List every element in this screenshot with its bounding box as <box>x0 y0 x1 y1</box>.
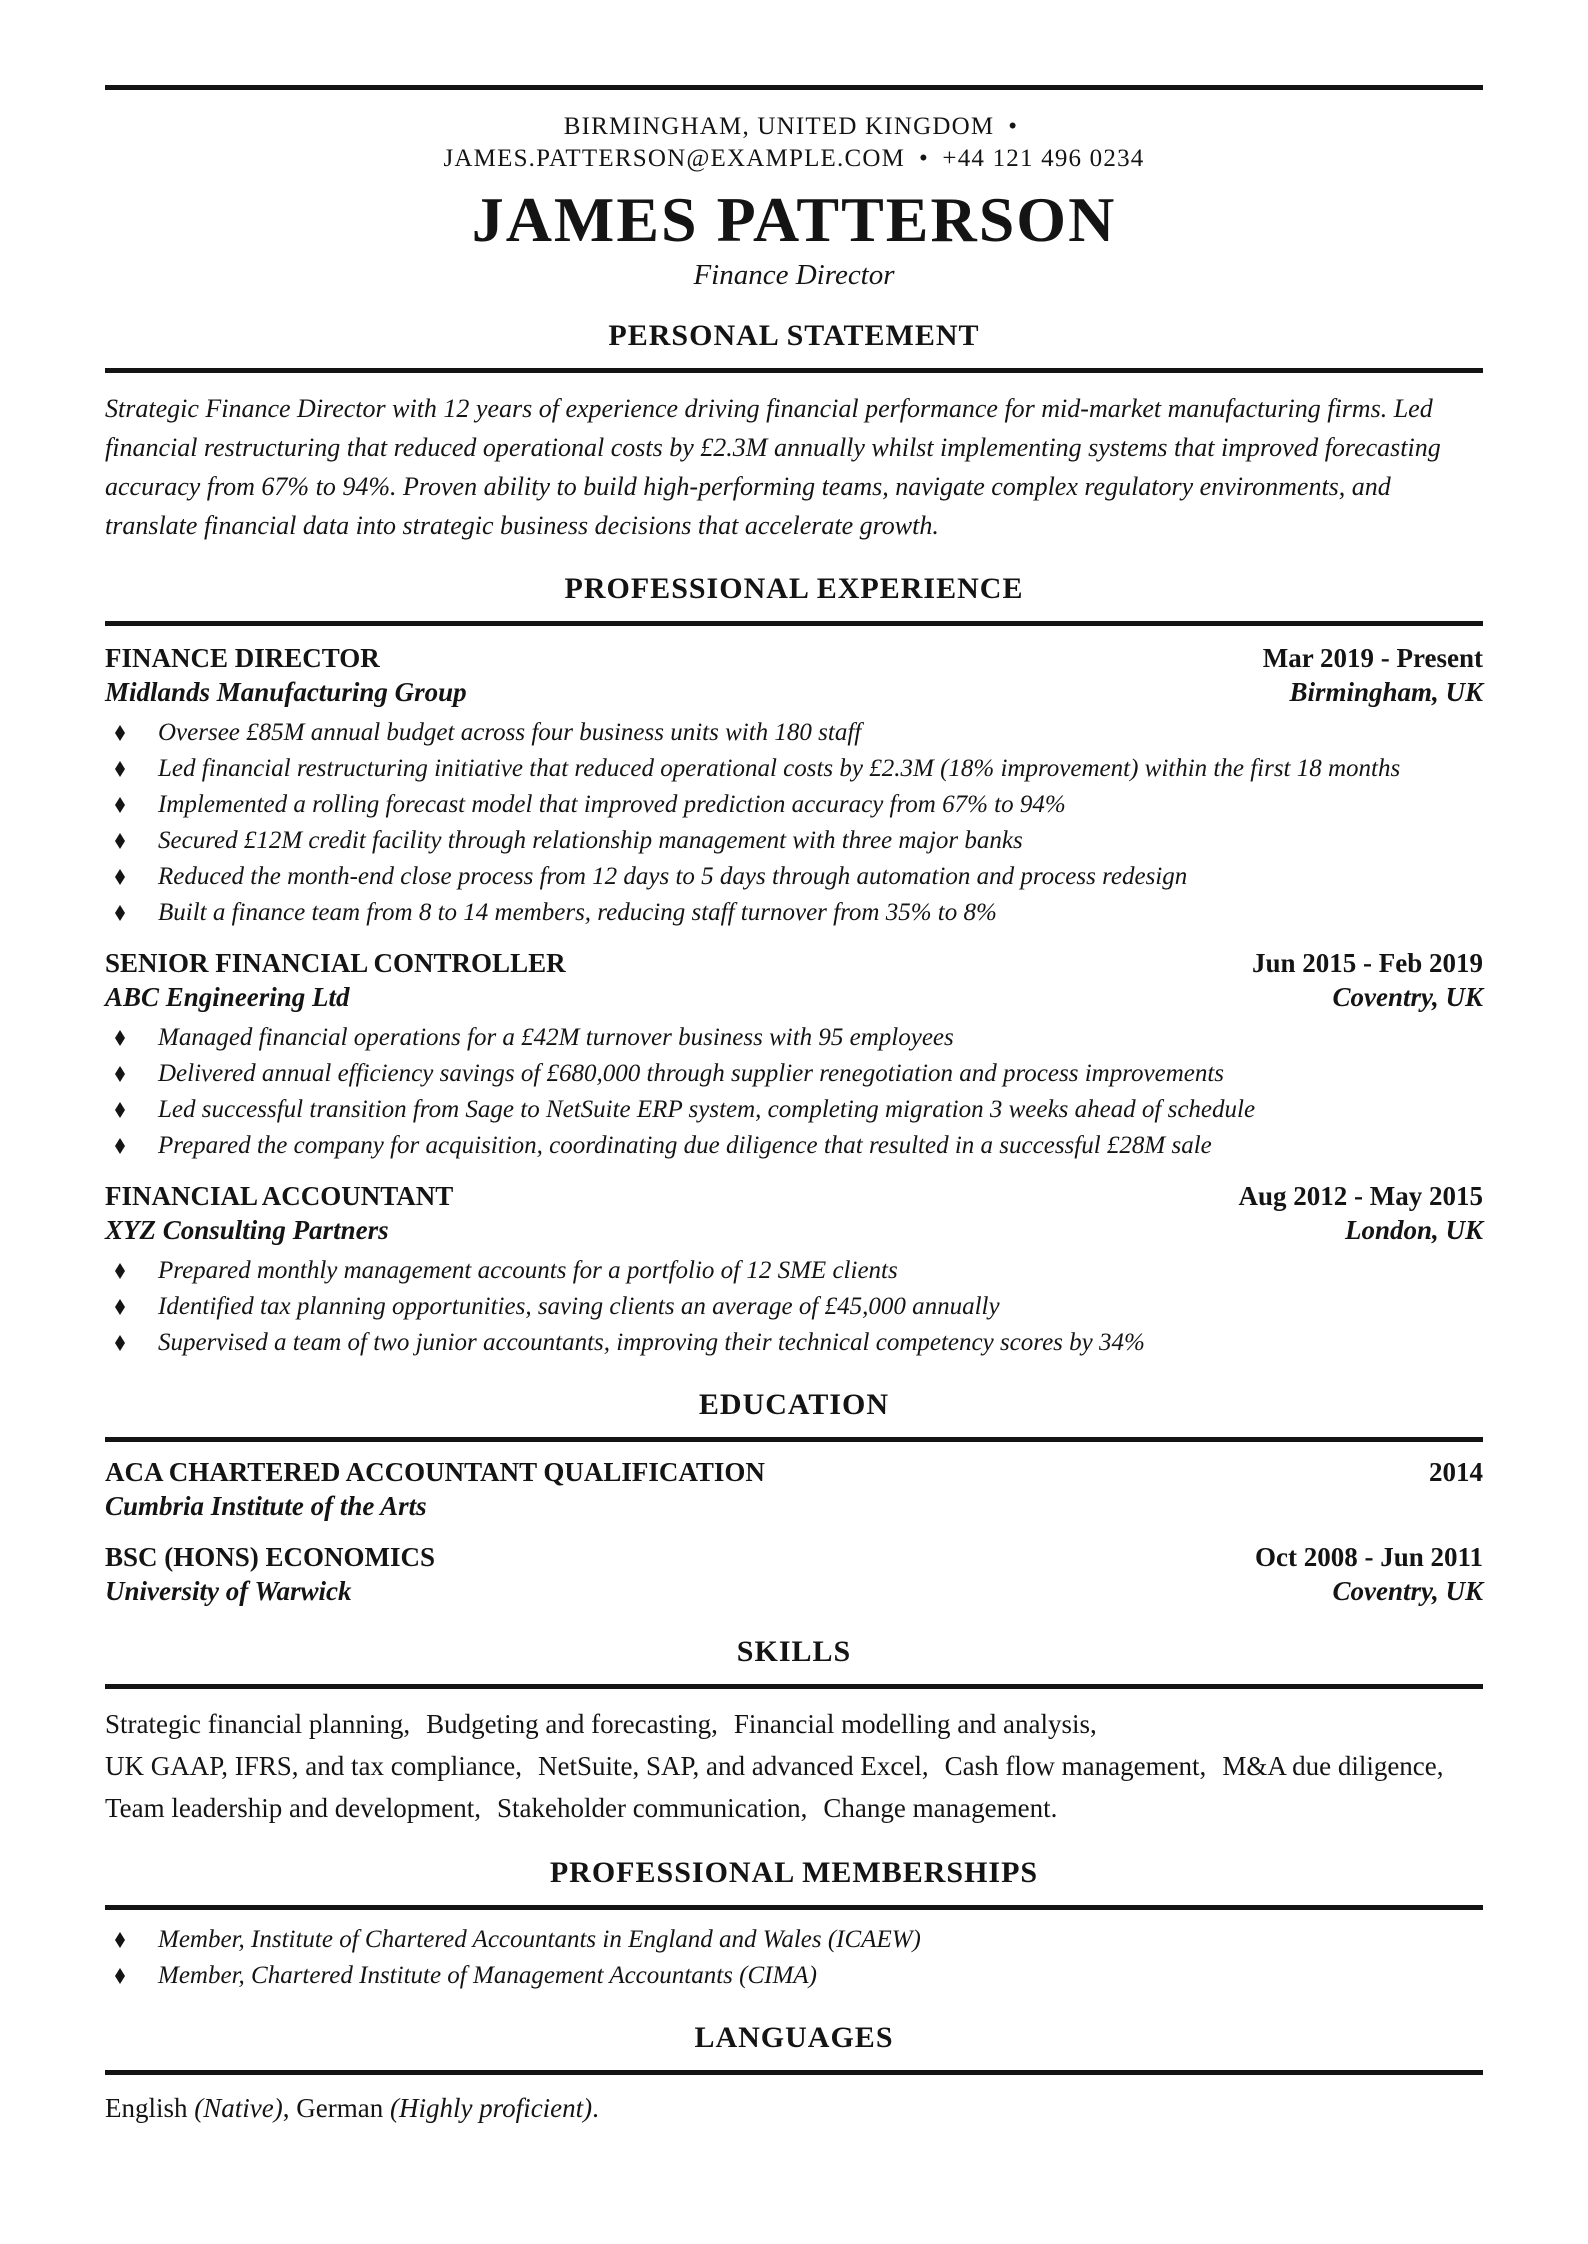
skill-item: Team leadership and development, <box>105 1793 481 1823</box>
personal-statement-heading: PERSONAL STATEMENT <box>608 319 980 352</box>
skills-heading: SKILLS <box>736 1635 852 1668</box>
section-rule <box>105 1905 1483 1910</box>
experience-entry <box>105 642 1483 931</box>
section-rule <box>105 1684 1483 1689</box>
memberships-list <box>105 1922 1483 1994</box>
resume-header <box>105 111 1483 292</box>
education-entry <box>105 1456 1483 1523</box>
contact-location: BIRMINGHAM, UNITED KINGDOM <box>563 113 995 140</box>
diamond-bullet-icon <box>115 1102 125 1118</box>
section-personal-statement <box>105 318 1483 545</box>
experience-heading: PROFESSIONAL EXPERIENCE <box>564 572 1024 605</box>
job-header-row <box>105 947 1483 980</box>
section-rule <box>105 621 1483 626</box>
skill-item: UK GAAP, IFRS, and tax compliance, <box>105 1751 522 1781</box>
diamond-bullet-icon <box>115 1299 125 1315</box>
section-rule <box>105 2070 1483 2075</box>
job-title: SENIOR FINANCIAL CONTROLLER <box>105 948 566 978</box>
diamond-bullet-icon <box>115 905 125 921</box>
job-header-row <box>105 642 1483 675</box>
personal-statement-text: Strategic Finance Director with 12 years of experience driving financial performance for mid-market manufacturing firms. Led financial restructuring that reduced operational costs by £2.3M annually whilst implementing systems that improved forecasting accuracy from 67% to 94%. Proven ability to build high-performing teams, navigate complex regulatory environments, and translate financial data into strategic business decisions that accelerate growth. <box>105 394 1441 540</box>
bullet-text: Member, Chartered Institute of Management Accountants (CIMA) <box>158 1962 817 1989</box>
section-rule <box>105 1437 1483 1442</box>
bullet-text: Implemented a rolling forecast model that improved prediction accuracy from 67% to 94% <box>158 791 1066 818</box>
bullet-item <box>105 1020 1483 1056</box>
experience-entry <box>105 1180 1483 1361</box>
bullet-text: Managed financial operations for a £42M turnover business with 95 employees <box>158 1024 954 1051</box>
person-name: JAMES PATTERSON <box>471 184 1117 255</box>
skills-text <box>105 1703 1483 1829</box>
skill-item: Change management. <box>823 1793 1058 1823</box>
language-proficiency: (Highly proficient) <box>389 2093 593 2123</box>
job-company: XYZ Consulting Partners <box>105 1215 389 1245</box>
diamond-bullet-icon <box>115 1968 125 1984</box>
memberships-heading: PROFESSIONAL MEMBERSHIPS <box>549 1856 1039 1889</box>
bullet-item <box>105 1325 1483 1361</box>
top-rule <box>105 85 1483 90</box>
language-name: . <box>592 2093 599 2123</box>
job-subheader-row <box>105 675 1483 709</box>
bullet-item <box>105 751 1483 787</box>
bullet-item <box>105 1128 1483 1164</box>
education-dates: Oct 2008 - Jun 2011 <box>1254 1542 1483 1572</box>
job-title: FINANCE DIRECTOR <box>105 643 380 673</box>
jobs-list <box>105 642 1483 1361</box>
diamond-bullet-icon <box>115 1263 125 1279</box>
bullet-item <box>105 1092 1483 1128</box>
job-location: Coventry, UK <box>1332 982 1483 1012</box>
separator-dot: • <box>1008 113 1019 140</box>
education-location: Coventry, UK <box>1332 1576 1483 1606</box>
bullet-item <box>105 823 1483 859</box>
education-subheader-row <box>105 1489 1483 1523</box>
education-subheader-row <box>105 1574 1483 1608</box>
bullet-text: Supervised a team of two junior accountants, improving their technical competency scores by 34% <box>158 1329 1145 1356</box>
education-heading: EDUCATION <box>698 1388 890 1421</box>
experience-entry <box>105 947 1483 1164</box>
job-dates: Jun 2015 - Feb 2019 <box>1251 948 1483 978</box>
education-header-row <box>105 1541 1483 1574</box>
contact-line-details <box>105 143 1483 175</box>
bullet-text: Reduced the month-end close process from 12 days to 5 days through automation and process redesign <box>158 863 1188 890</box>
languages-heading: LANGUAGES <box>694 2021 894 2054</box>
bullet-text: Delivered annual efficiency savings of £680,000 through supplier renegotiation and process improvements <box>158 1060 1225 1087</box>
bullet-item <box>105 1922 1483 1958</box>
skill-item: M&A due diligence, <box>1222 1751 1444 1781</box>
education-school: University of Warwick <box>105 1576 352 1606</box>
section-education <box>105 1387 1483 1608</box>
bullet-item <box>105 1289 1483 1325</box>
language-name: , German <box>282 2093 390 2123</box>
diamond-bullet-icon <box>115 833 125 849</box>
contact-line-location <box>105 111 1483 143</box>
job-location: Birmingham, UK <box>1289 677 1483 707</box>
skill-item: Cash flow management, <box>944 1751 1207 1781</box>
contact-phone: +44 121 496 0234 <box>942 145 1145 172</box>
job-bullets <box>105 715 1483 931</box>
diamond-bullet-icon <box>115 797 125 813</box>
bullet-item <box>105 715 1483 751</box>
bullet-item <box>105 1958 1483 1994</box>
job-subheader-row <box>105 1213 1483 1247</box>
job-company: Midlands Manufacturing Group <box>105 677 467 707</box>
skill-item: Stakeholder communication, <box>496 1793 808 1823</box>
job-dates: Aug 2012 - May 2015 <box>1238 1181 1483 1211</box>
skill-item: Strategic financial planning, <box>105 1709 411 1739</box>
bullet-item <box>105 895 1483 931</box>
bullet-text: Oversee £85M annual budget across four business units with 180 staff <box>158 719 862 746</box>
skill-item: NetSuite, SAP, and advanced Excel, <box>537 1751 929 1781</box>
bullet-text: Secured £12M credit facility through relationship management with three major banks <box>158 827 1023 854</box>
skill-item: Budgeting and forecasting, <box>426 1709 718 1739</box>
bullet-item <box>105 1056 1483 1092</box>
job-location: London, UK <box>1344 1215 1483 1245</box>
bullet-text: Prepared the company for acquisition, coordinating due diligence that resulted in a successful £28M sale <box>158 1132 1212 1159</box>
bullet-text: Led successful transition from Sage to NetSuite ERP system, completing migration 3 weeks ahead of schedule <box>158 1096 1256 1123</box>
diamond-bullet-icon <box>115 869 125 885</box>
education-dates: 2014 <box>1429 1457 1483 1487</box>
bullet-item <box>105 1253 1483 1289</box>
bullet-text: Led financial restructuring initiative that reduced operational costs by £2.3M (18% improvement) within the first 18 months <box>158 755 1401 782</box>
education-list <box>105 1456 1483 1608</box>
bullet-text: Identified tax planning opportunities, saving clients an average of £45,000 annually <box>158 1293 1000 1320</box>
job-subheader-row <box>105 980 1483 1014</box>
bullet-text: Built a finance team from 8 to 14 members, reducing staff turnover from 35% to 8% <box>158 899 997 926</box>
job-dates: Mar 2019 - Present <box>1262 643 1483 673</box>
diamond-bullet-icon <box>115 761 125 777</box>
job-company: ABC Engineering Ltd <box>105 982 350 1012</box>
diamond-bullet-icon <box>115 1030 125 1046</box>
education-header-row <box>105 1456 1483 1489</box>
section-skills <box>105 1634 1483 1829</box>
job-header-row <box>105 1180 1483 1213</box>
education-title: BSC (HONS) ECONOMICS <box>105 1542 436 1572</box>
skill-item: Financial modelling and analysis, <box>733 1709 1097 1739</box>
education-entry <box>105 1541 1483 1608</box>
language-proficiency: (Native) <box>194 2093 283 2123</box>
bullet-text: Member, Institute of Chartered Accountants in England and Wales (ICAEW) <box>158 1926 921 1953</box>
bullet-text: Prepared monthly management accounts for a portfolio of 12 SME clients <box>158 1257 898 1284</box>
section-languages <box>105 2020 1483 2125</box>
languages-text <box>105 2091 1483 2125</box>
education-title: ACA CHARTERED ACCOUNTANT QUALIFICATION <box>105 1457 765 1487</box>
diamond-bullet-icon <box>115 1138 125 1154</box>
separator-dot: • <box>919 145 929 172</box>
education-school: Cumbria Institute of the Arts <box>105 1491 427 1521</box>
job-bullets <box>105 1253 1483 1361</box>
job-title: FINANCIAL ACCOUNTANT <box>105 1181 454 1211</box>
diamond-bullet-icon <box>115 1066 125 1082</box>
person-job-title: Finance Director <box>693 259 895 291</box>
section-experience <box>105 571 1483 1361</box>
language-name: English <box>105 2093 195 2123</box>
contact-email: JAMES.PATTERSON@EXAMPLE.COM <box>443 145 906 172</box>
diamond-bullet-icon <box>115 725 125 741</box>
section-memberships <box>105 1855 1483 1994</box>
job-bullets <box>105 1020 1483 1164</box>
diamond-bullet-icon <box>115 1932 125 1948</box>
section-rule <box>105 368 1483 373</box>
bullet-item <box>105 859 1483 895</box>
diamond-bullet-icon <box>115 1335 125 1351</box>
bullet-item <box>105 787 1483 823</box>
contact-block <box>105 111 1483 175</box>
